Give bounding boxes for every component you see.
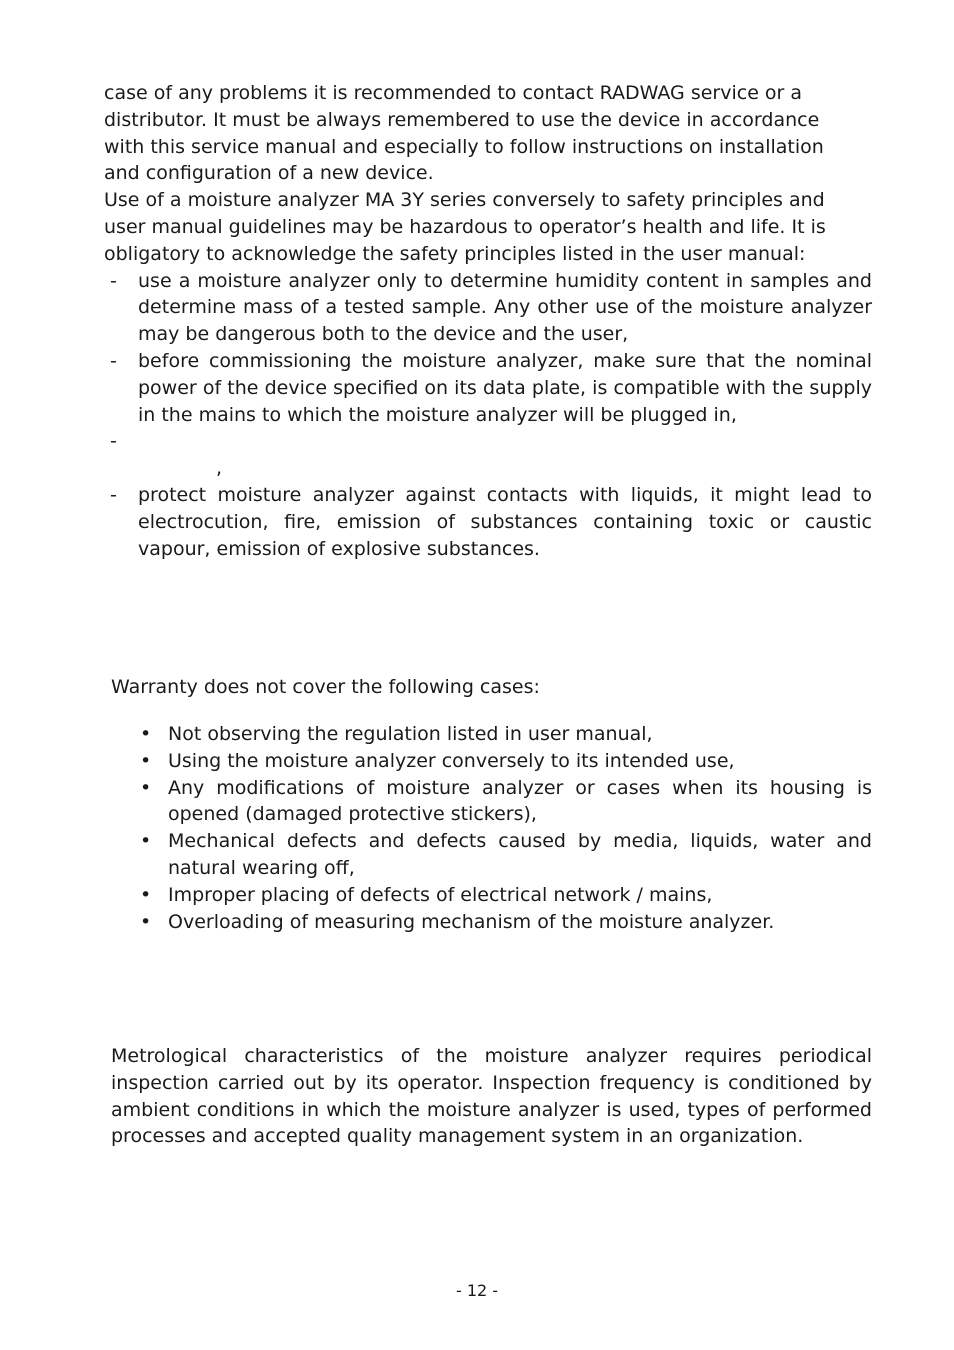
list-item	[104, 348, 872, 428]
intro-line: with this service manual and especially to follow instructions on installation	[104, 135, 824, 158]
list-item-text: Using the moisture analyzer conversely to its intended use,	[168, 749, 735, 772]
list-item-text: Improper placing of defects of electrical network / mains,	[168, 883, 713, 906]
list-item	[104, 268, 872, 348]
warranty-heading: Warranty does not cover the following cases:	[111, 676, 540, 698]
list-item-text: Mechanical defects and defects caused by media, liquids, water and natural wearing off,	[168, 830, 872, 879]
bullet-marker: •	[140, 883, 152, 906]
list-item-text: protect moisture analyzer against contacts with liquids, it might lead to electrocution, fire, emission of substances containing toxic or caustic vapour, emission of explosive substances.	[138, 483, 872, 560]
dash-marker: -	[110, 430, 117, 453]
list-item-text: Not observing the regulation listed in user manual,	[168, 723, 653, 745]
safety-section	[104, 80, 872, 562]
intro-line: distributor. It must be always remembered to use the device in accordance	[104, 108, 820, 131]
intro-line: case of any problems it is recommended to contact RADWAG service or a	[104, 82, 803, 104]
list-item-text: use a moisture analyzer only to determine humidity content in samples and determine mass of a tested sample. Any other use of the moisture analyzer may be dangerous both to the device and the user,	[138, 269, 872, 346]
list-item	[111, 721, 872, 748]
bullet-marker: •	[140, 723, 152, 745]
list-item	[111, 909, 872, 936]
dash-marker: -	[110, 269, 117, 292]
list-item-text: before commissioning the moisture analyzer, make sure that the nominal power of the device specified on its data plate, is compatible with the supply in the mains to which the moisture analyzer will be plugged in,	[138, 349, 872, 426]
warranty-list	[111, 721, 872, 935]
intro-line: Use of a moisture analyzer MA 3Y series conversely to safety principles and	[104, 189, 825, 212]
intro-line: user manual guidelines may be hazardous to operator’s health and life. It is	[104, 215, 826, 238]
warranty-list-container	[111, 721, 872, 935]
list-item-text: Overloading of measuring mechanism of the moisture analyzer.	[168, 910, 775, 933]
page-number: - 12 -	[455, 1281, 499, 1300]
list-item	[111, 748, 872, 775]
intro-line: obligatory to acknowledge the safety principles listed in the user manual:	[104, 242, 806, 265]
list-item	[104, 482, 872, 562]
list-item-blank	[104, 428, 872, 482]
list-item	[111, 775, 872, 829]
dash-marker: -	[110, 349, 117, 372]
bullet-marker: •	[140, 910, 152, 933]
list-item	[111, 882, 872, 909]
list-item	[111, 828, 872, 882]
inspection-section	[111, 1043, 872, 1150]
bullet-marker: •	[140, 749, 152, 772]
bullet-marker: •	[140, 830, 152, 853]
stray-comma: ,	[216, 457, 223, 480]
inspection-paragraph: Metrological characteristics of the moisture analyzer requires periodical inspection carried out by its operator. Inspection frequency is conditioned by ambient conditions in which the moisture analyzer is used, types of performed processes and accepted quality management system in an organization.	[111, 1045, 872, 1148]
list-item-text: Any modifications of moisture analyzer or cases when its housing is opened (damaged protective stickers),	[168, 776, 872, 826]
dash-marker: -	[110, 483, 117, 506]
warranty-section	[111, 674, 872, 701]
intro-line: and configuration of a new device.	[104, 162, 434, 185]
safety-list	[104, 268, 872, 563]
bullet-marker: •	[140, 776, 152, 799]
